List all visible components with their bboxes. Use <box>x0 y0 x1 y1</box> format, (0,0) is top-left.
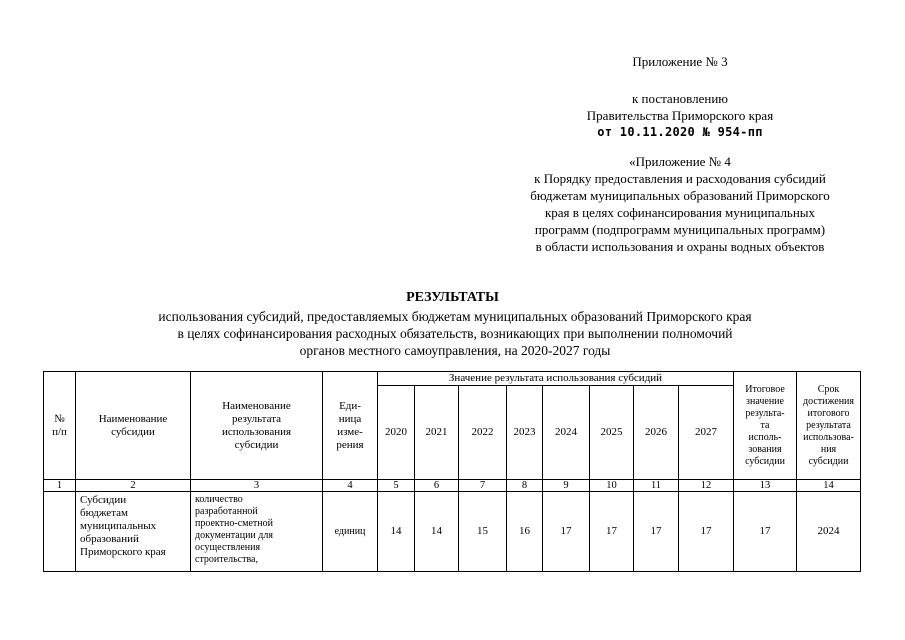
header-total: Итоговое значение результа- та исполь- зования субсидии <box>734 372 797 480</box>
row-value: 17 <box>679 492 734 572</box>
row-num <box>44 492 76 572</box>
header-year: 2026 <box>634 386 679 480</box>
column-number: 3 <box>191 480 323 492</box>
appendix4-line: «Приложение № 4 <box>629 154 731 169</box>
appendix4-line: программ (подпрограмм муниципальных программ) <box>534 222 826 237</box>
column-number: 10 <box>590 480 634 492</box>
header-result-name: Наименование результата использования субсидии <box>191 372 323 480</box>
appendix4-line: бюджетам муниципальных образований Приморского <box>530 188 830 203</box>
header-year: 2020 <box>378 386 415 480</box>
decree-reference <box>500 90 860 141</box>
results-table <box>43 371 861 572</box>
column-number: 6 <box>415 480 459 492</box>
decree-line: к постановлению <box>631 91 729 106</box>
table-row <box>44 492 861 572</box>
subtitle-line: в целях софинансирования расходных обязательств, возникающих при выполнении полномочий <box>177 326 733 341</box>
row-value: 14 <box>415 492 459 572</box>
header-num: № п/п <box>44 372 76 480</box>
header-values-group: Значение результата использования субсидий <box>378 372 734 386</box>
column-number: 1 <box>44 480 76 492</box>
row-value: 15 <box>459 492 507 572</box>
appendix4-line: края в целях софинансирования муниципальных <box>544 205 816 220</box>
decree-line: Правительства Приморского края <box>586 108 774 123</box>
column-number: 13 <box>734 480 797 492</box>
appendix4-reference <box>500 153 860 255</box>
results-subtitle <box>110 308 800 359</box>
column-number: 7 <box>459 480 507 492</box>
appendix4-line: к Порядку предоставления и расходования субсидий <box>534 171 826 186</box>
header-year: 2023 <box>507 386 543 480</box>
header-deadline: Срок достижения итогового результата использова- ния субсидии <box>797 372 861 480</box>
row-total: 17 <box>734 492 797 572</box>
header-unit: Еди- ница изме- рения <box>323 372 378 480</box>
row-value: 16 <box>507 492 543 572</box>
row-deadline: 2024 <box>797 492 861 572</box>
row-value: 14 <box>378 492 415 572</box>
results-title: РЕЗУЛЬТАТЫ <box>406 290 499 305</box>
column-number: 5 <box>378 480 415 492</box>
header-year: 2022 <box>459 386 507 480</box>
row-value: 17 <box>543 492 590 572</box>
row-subsidy-name: Субсидии бюджетам муниципальных образований Приморского края <box>76 492 191 572</box>
appendix-title: Приложение № 3 <box>632 54 728 69</box>
column-number: 2 <box>76 480 191 492</box>
subtitle-line: органов местного самоуправления, на 2020-2027 годы <box>299 343 611 358</box>
column-number: 4 <box>323 480 378 492</box>
subtitle-line: использования субсидий, предоставляемых бюджетам муниципальных образований Приморского края <box>158 309 752 324</box>
row-value: 17 <box>590 492 634 572</box>
column-number: 11 <box>634 480 679 492</box>
row-unit: единиц <box>323 492 378 572</box>
header-year: 2024 <box>543 386 590 480</box>
header-subsidy-name: Наименование субсидии <box>76 372 191 480</box>
column-number: 12 <box>679 480 734 492</box>
column-number: 14 <box>797 480 861 492</box>
decree-date: от 10.11.2020 № 954-пп <box>597 125 763 139</box>
appendix4-line: в области использования и охраны водных объектов <box>535 239 825 254</box>
column-number: 9 <box>543 480 590 492</box>
header-year: 2025 <box>590 386 634 480</box>
column-number: 8 <box>507 480 543 492</box>
row-result-name: количество разработанной проектно-сметной документации для осуществления строительства, <box>191 492 323 572</box>
row-value: 17 <box>634 492 679 572</box>
header-year: 2027 <box>679 386 734 480</box>
header-year: 2021 <box>415 386 459 480</box>
